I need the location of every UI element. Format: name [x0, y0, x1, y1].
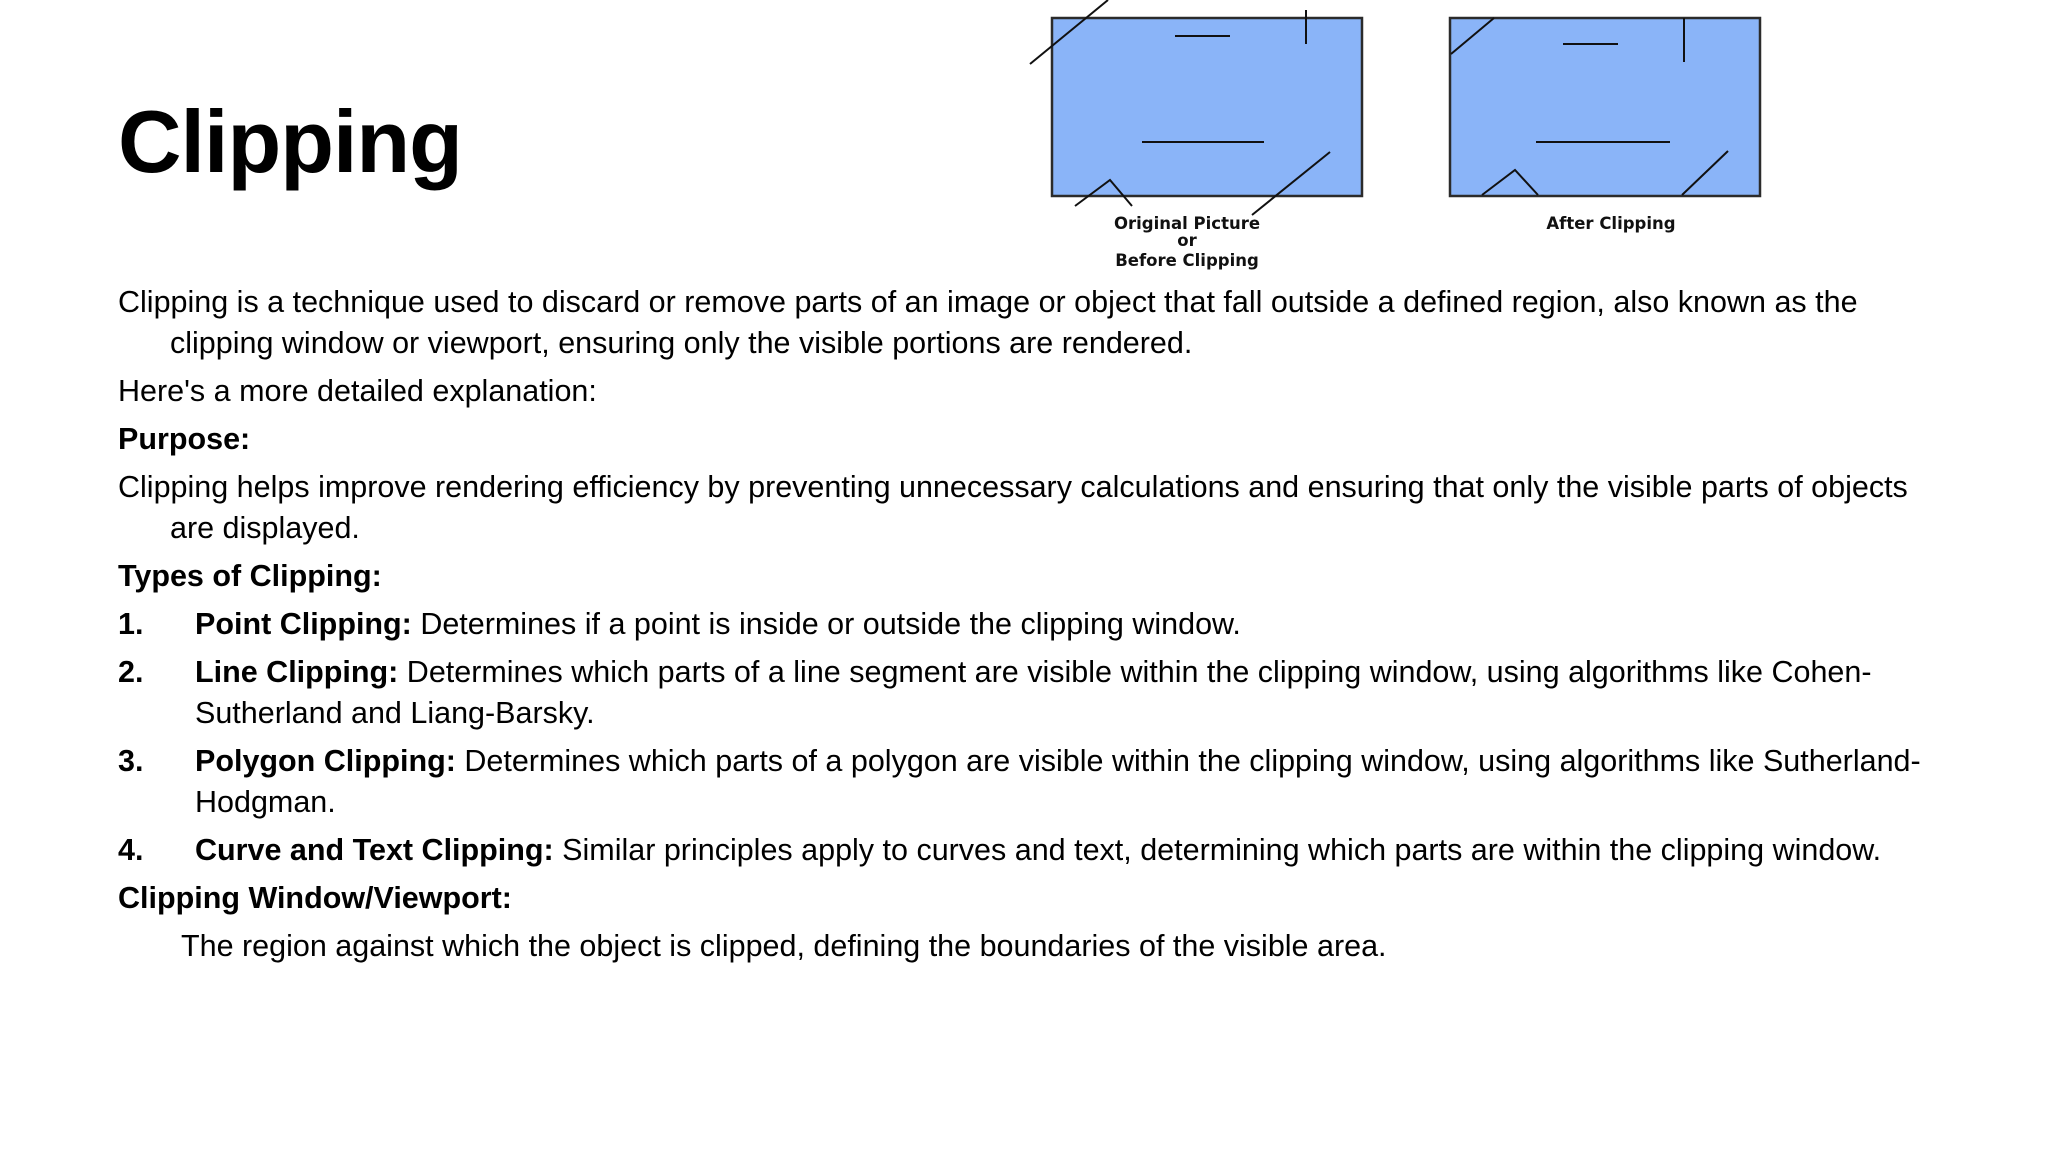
list-item-text: Determines if a point is inside or outside the clipping window.	[411, 607, 1241, 641]
window-heading: Clipping Window/Viewport:	[118, 881, 512, 915]
detail-intro: Here's a more detailed explanation:	[118, 374, 597, 408]
list-item	[118, 652, 1938, 734]
before-clipping-window	[1030, 0, 1362, 270]
list-item-lead: Curve and Text Clipping:	[195, 833, 554, 867]
window-text: The region against which the object is clipped, defining the boundaries of the visible area.	[181, 929, 1387, 963]
list-item-text: Similar principles apply to curves and text, determining which parts are within the clipping window.	[553, 833, 1882, 867]
before-caption-line-3: Before Clipping	[1115, 251, 1259, 270]
slide-title: Clipping	[118, 92, 462, 191]
slide-body	[118, 282, 1938, 967]
after-clipping-window	[1450, 18, 1760, 233]
list-item-text: Determines which parts of a polygon are visible within the clipping window, using algorithms like Sutherland-Hodgman.	[195, 744, 1921, 819]
list-item-lead: Point Clipping:	[195, 607, 412, 641]
list-number: 4.	[118, 833, 144, 867]
types-heading: Types of Clipping:	[118, 559, 382, 593]
intro-paragraph: Clipping is a technique used to discard or remove parts of an image or object that fall outside a defined region, also known as the clipping window or viewport, ensuring only the visible portions are rendered.	[118, 285, 1858, 360]
list-item	[118, 604, 1938, 645]
before-window-rect	[1052, 18, 1362, 196]
list-item-lead: Line Clipping:	[195, 655, 399, 689]
list-item-text: Determines which parts of a line segment are visible within the clipping window, using algorithms like Cohen-Sutherland and Liang-Barsky.	[195, 655, 1872, 730]
list-number: 1.	[118, 607, 144, 641]
list-number: 2.	[118, 655, 144, 689]
list-item	[118, 741, 1938, 823]
after-caption: After Clipping	[1546, 214, 1676, 233]
purpose-text: Clipping helps improve rendering efficiency by preventing unnecessary calculations and ensuring that only the visible parts of objects are displayed.	[118, 470, 1908, 545]
clipping-illustration	[1020, 0, 1780, 275]
list-item-lead: Polygon Clipping:	[195, 744, 456, 778]
list-number: 3.	[118, 744, 144, 778]
purpose-heading: Purpose:	[118, 422, 251, 456]
before-caption-line-2: or	[1177, 231, 1197, 250]
list-item	[118, 830, 1938, 871]
before-caption-line-1: Original Picture	[1113, 214, 1261, 233]
